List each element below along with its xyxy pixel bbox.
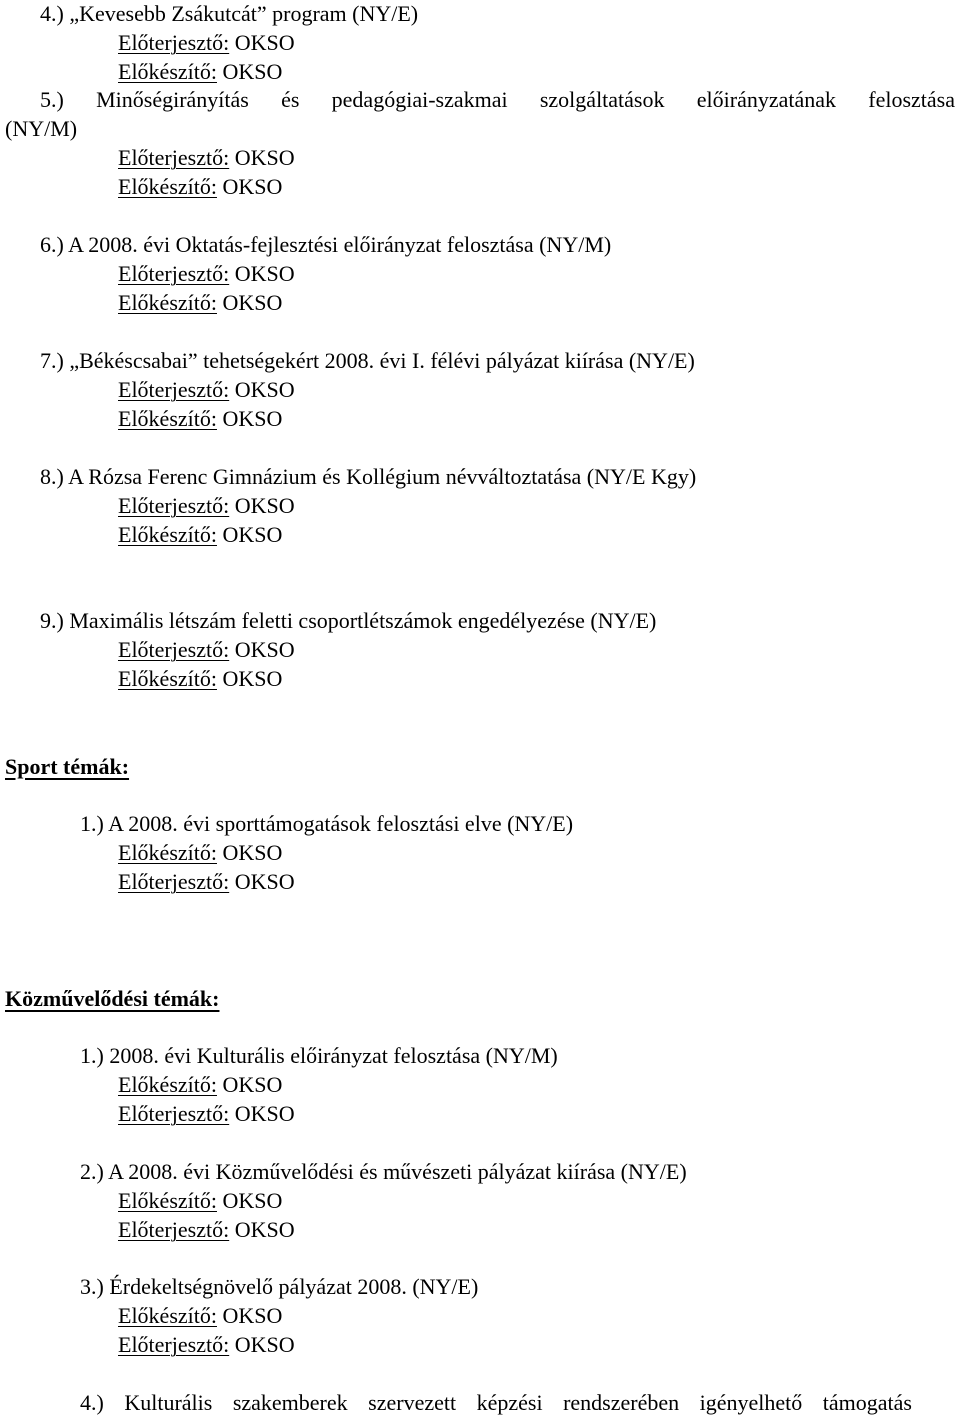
presenter-label: Előterjesztő:	[118, 637, 230, 662]
presenter-line	[118, 1331, 295, 1359]
preparer-value: OKSO	[222, 290, 283, 315]
presenter-line	[118, 868, 295, 896]
item-4-word: 4.)	[80, 1390, 104, 1415]
item-5-word: előirányzatának	[696, 87, 837, 112]
preparer-line	[118, 289, 282, 317]
kozmuvelodes-item-2: 2.) A 2008. évi Közművelődési és művészeti pályázat kiírása (NY/E)	[80, 1159, 687, 1184]
presenter-line	[118, 144, 295, 172]
preparer-label: Előkészítő:	[118, 59, 217, 84]
presenter-label: Előterjesztő:	[118, 1332, 230, 1357]
presenter-value: OKSO	[234, 493, 295, 518]
agenda-item-8: 8.) A Rózsa Ferenc Gimnázium és Kollégium névváltoztatása (NY/E Kgy)	[40, 464, 697, 489]
kozmuvelodes-item-4	[80, 1389, 912, 1417]
preparer-label: Előkészítő:	[118, 522, 217, 547]
preparer-value: OKSO	[222, 840, 283, 865]
presenter-value: OKSO	[234, 1332, 295, 1357]
presenter-label: Előterjesztő:	[118, 1101, 230, 1126]
item-4-word: képzési	[476, 1390, 543, 1415]
kozmuvelodes-item-1: 1.) 2008. évi Kulturális előirányzat felosztása (NY/M)	[80, 1043, 558, 1068]
presenter-label: Előterjesztő:	[118, 261, 230, 286]
preparer-label: Előkészítő:	[118, 1188, 217, 1213]
item-4-word: szakemberek	[232, 1390, 348, 1415]
presenter-line	[118, 636, 295, 664]
item-5-word: szolgáltatások	[539, 87, 665, 112]
preparer-value: OKSO	[222, 666, 283, 691]
preparer-label: Előkészítő:	[118, 1303, 217, 1328]
agenda-item-7: 7.) „Békéscsabai” tehetségekért 2008. évi I. félévi pályázat kiírása (NY/E)	[40, 348, 695, 373]
presenter-line	[118, 492, 295, 520]
item-5-word: és	[281, 87, 300, 112]
presenter-line	[118, 260, 295, 288]
preparer-value: OKSO	[222, 1188, 283, 1213]
preparer-label: Előkészítő:	[118, 840, 217, 865]
preparer-value: OKSO	[222, 174, 283, 199]
agenda-item-9: 9.) Maximális létszám feletti csoportlétszámok engedélyezése (NY/E)	[40, 608, 657, 633]
presenter-value: OKSO	[234, 145, 295, 170]
presenter-label: Előterjesztő:	[118, 1217, 230, 1242]
item-4-word: szervezett	[368, 1390, 457, 1415]
preparer-value: OKSO	[222, 1072, 283, 1097]
preparer-line	[118, 839, 282, 867]
preparer-line	[118, 1187, 282, 1215]
preparer-line	[118, 1302, 282, 1330]
presenter-value: OKSO	[234, 377, 295, 402]
kozmuvelodes-heading: Közművelődési témák:	[5, 986, 220, 1011]
presenter-value: OKSO	[234, 1101, 295, 1126]
agenda-item-5-continuation: (NY/M)	[5, 116, 78, 141]
presenter-label: Előterjesztő:	[118, 493, 230, 518]
presenter-line	[118, 1216, 295, 1244]
preparer-line	[118, 665, 282, 693]
preparer-value: OKSO	[222, 522, 283, 547]
presenter-label: Előterjesztő:	[118, 145, 230, 170]
sport-item-1: 1.) A 2008. évi sporttámogatások felosztási elve (NY/E)	[80, 811, 574, 836]
preparer-value: OKSO	[222, 59, 283, 84]
presenter-label: Előterjesztő:	[118, 30, 230, 55]
item-4-word: támogatás	[822, 1390, 912, 1415]
item-5-word: Minőségirányítás	[96, 87, 249, 112]
presenter-label: Előterjesztő:	[118, 869, 230, 894]
presenter-value: OKSO	[234, 261, 295, 286]
preparer-line	[118, 405, 282, 433]
presenter-value: OKSO	[234, 30, 295, 55]
item-4-word: igényelhető	[699, 1390, 803, 1415]
item-5-word: 5.)	[40, 87, 64, 112]
preparer-value: OKSO	[222, 406, 283, 431]
item-5-word: pedagógiai-szakmai	[331, 87, 508, 112]
presenter-value: OKSO	[234, 1217, 295, 1242]
agenda-item-5	[40, 86, 955, 114]
item-5-word: felosztása	[868, 87, 955, 112]
preparer-line	[118, 1071, 282, 1099]
preparer-line	[118, 58, 282, 86]
kozmuvelodes-item-3: 3.) Érdekeltségnövelő pályázat 2008. (NY/E)	[80, 1274, 479, 1299]
preparer-label: Előkészítő:	[118, 290, 217, 315]
preparer-label: Előkészítő:	[118, 1072, 217, 1097]
preparer-value: OKSO	[222, 1303, 283, 1328]
agenda-item-4: 4.) „Kevesebb Zsákutcát” program (NY/E)	[40, 1, 419, 26]
presenter-line	[118, 1100, 295, 1128]
preparer-label: Előkészítő:	[118, 666, 217, 691]
preparer-line	[118, 521, 282, 549]
presenter-value: OKSO	[234, 869, 295, 894]
presenter-value: OKSO	[234, 637, 295, 662]
presenter-line	[118, 376, 295, 404]
preparer-line	[118, 173, 282, 201]
item-4-word: Kulturális	[124, 1390, 213, 1415]
preparer-label: Előkészítő:	[118, 406, 217, 431]
sport-heading: Sport témák:	[5, 754, 130, 779]
preparer-label: Előkészítő:	[118, 174, 217, 199]
item-4-word: rendszerében	[563, 1390, 680, 1415]
agenda-item-6: 6.) A 2008. évi Oktatás-fejlesztési előirányzat felosztása (NY/M)	[40, 232, 612, 257]
presenter-label: Előterjesztő:	[118, 377, 230, 402]
presenter-line	[118, 29, 295, 57]
